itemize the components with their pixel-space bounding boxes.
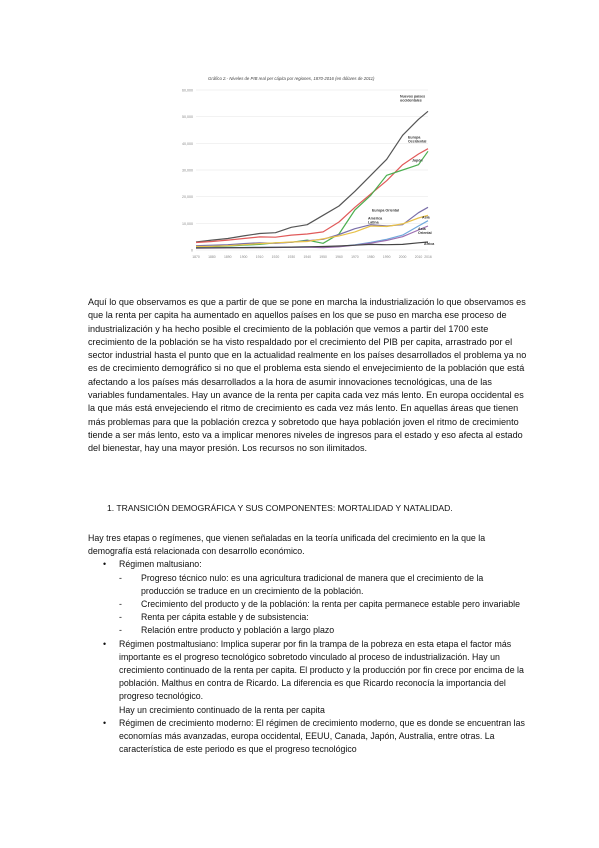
sub-item — [88, 572, 528, 598]
sub-item — [88, 598, 528, 611]
series-label: Europa Oriental — [372, 208, 399, 213]
x-tick-label: 1950 — [319, 255, 327, 259]
series-label: Japón — [412, 158, 423, 163]
x-tick-label: 1910 — [255, 255, 264, 259]
dash-icon: - — [119, 612, 122, 623]
series-label: Asia — [422, 215, 430, 220]
regimes-list — [88, 532, 528, 756]
x-tick-label: 1930 — [287, 255, 296, 259]
y-tick-label: 10,000 — [182, 221, 193, 226]
sub-item-text: Relación entre producto y población a largo plazo — [141, 625, 335, 636]
continuation-text: Hay un crecimiento continuado de la renta per capita — [119, 704, 325, 715]
chart-title: Gráfico 2.- Niveles de PIB real per cápita por regiones, 1870-2016 (en dólares de 2011) — [208, 76, 375, 81]
bullet-malthusian — [88, 558, 528, 571]
sub-item — [88, 611, 528, 624]
chart-figure — [170, 76, 435, 266]
bullet-text: Régimen postmaltusiano: Implica superar por fin la trampa de la pobreza en esta etapa el factor más importante es el progreso tecnológico sobretodo vinculado al proceso de industrialización. Hay un crecimiento continuado de la renta per capita. El producto y la producción por fin crece por encima de la población. Malthus en contra de Ricardo. La diferencia es que Ricardo reconocía la importancia del progreso tecnológico. — [119, 638, 524, 702]
bullet-icon: • — [103, 559, 107, 570]
bullet-modern — [88, 717, 528, 757]
y-tick-label: 60,000 — [182, 88, 193, 93]
section-heading: 1. TRANSICIÓN DEMOGRÁFICA Y SUS COMPONENTES: MORTALIDAD Y NATALIDAD. — [107, 503, 453, 513]
y-tick-label: 50,000 — [182, 115, 193, 120]
series-line — [196, 149, 428, 243]
series-line — [196, 221, 428, 248]
series-label: Nuevos países — [400, 94, 426, 99]
sub-item-text: Crecimiento del producto y de la población: la renta per capita permanece estable pero invariable — [141, 599, 520, 610]
series-label: América — [368, 216, 383, 221]
dash-icon: - — [119, 625, 122, 636]
bullet-text: Régimen de crecimiento moderno: El régimen de crecimiento moderno, que es donde se encuentran las economías más avanzadas, europa occidental, EEUU, Canada, Japón, Australia, entre otras. La característica de este periodo es que el progreso tecnológico — [119, 717, 525, 755]
sub-item-text: Progreso técnico nulo: es una agricultura tradicional de manera que el crecimiento de la producción se traduce en un crecimiento de la población. — [141, 572, 484, 596]
x-tick-label: 2010 — [414, 255, 423, 259]
series-label: Asia — [418, 227, 426, 231]
line-chart — [170, 86, 435, 268]
series-line — [196, 111, 428, 242]
x-tick-label: 1980 — [367, 255, 375, 259]
series-line — [196, 151, 428, 247]
body-text — [88, 296, 528, 456]
series-label: Occidental — [408, 139, 427, 144]
series-label: occidentales — [400, 98, 422, 103]
x-tick-label: 1920 — [271, 255, 280, 259]
x-tick-label: 2000 — [398, 255, 407, 259]
x-tick-label: 2016 — [424, 255, 432, 259]
series-label: África — [424, 242, 435, 246]
x-tick-label: 1990 — [382, 255, 391, 259]
y-tick-label: 20,000 — [182, 195, 193, 200]
x-tick-label: 1940 — [303, 255, 312, 259]
x-tick-label: 1880 — [208, 255, 216, 259]
y-tick-label: 30,000 — [182, 168, 193, 173]
series-label: Latina — [368, 220, 379, 225]
bullet-postmalthusian — [88, 638, 528, 704]
x-tick-label: 1960 — [335, 255, 343, 259]
series-line — [196, 215, 428, 246]
dash-icon: - — [119, 599, 122, 610]
bullet-icon: • — [103, 717, 107, 728]
y-tick-label: 0 — [191, 248, 193, 253]
series-label: Europa — [408, 135, 421, 140]
sub-item — [88, 624, 528, 637]
paragraph: Aquí lo que observamos es que a partir de que se pone en marcha la industrialización lo que observamos es que la renta per capita ha aumentado en aquellos países en los que se puso en marcha ese proceso de industrialización y ha hecho posible el crecimiento de la población que vemos a partir del 1700 este crecimiento de la población se ha visto respaldado por el crecimiento del PIB per capita, arrastrado por el sector industrial hasta el punto que en la actualidad realmente en los países desarrollados el problema ya no es de crecimiento demográfico si no que el problema esta siendo el envejecimiento de la población que está afectando a los países más desarrollados a la hora de asumir innovaciones tecnológicas, una de las variables fundamentales. Hay un avance de la renta per capita cada vez más lento. En europa occidental es la que más está envejeciendo el ritmo de crecimiento es cada vez más lento. En aquellas áreas que tienen más problemas para que la población crezca y sobretodo que haya población joven el ritmo de crecimiento tiende a ser más lento, esto va a implicar menores niveles de ingresos para el estado y eso afecta al estado del bienestar, hay una mayor presión. Los recursos no son ilimitados. — [88, 297, 527, 454]
x-tick-label: 1890 — [224, 255, 232, 259]
sub-item-text: Renta per cápita estable y de subsistencia: — [141, 612, 309, 623]
x-tick-label: 1970 — [351, 255, 359, 259]
y-tick-label: 40,000 — [182, 141, 193, 146]
x-tick-label: 1900 — [239, 255, 248, 259]
bullet-icon: • — [103, 638, 107, 649]
intro-text: Hay tres etapas o regímenes, que vienen señaladas en la teoría unificada del crecimiento en la que la demografía está relacionada con desarrollo económico. — [88, 533, 486, 557]
series-label: Oriental — [418, 231, 432, 235]
bullet-title: Régimen maltusiano: — [119, 559, 202, 570]
dash-icon: - — [119, 572, 122, 583]
x-tick-label: 1870 — [192, 255, 200, 259]
